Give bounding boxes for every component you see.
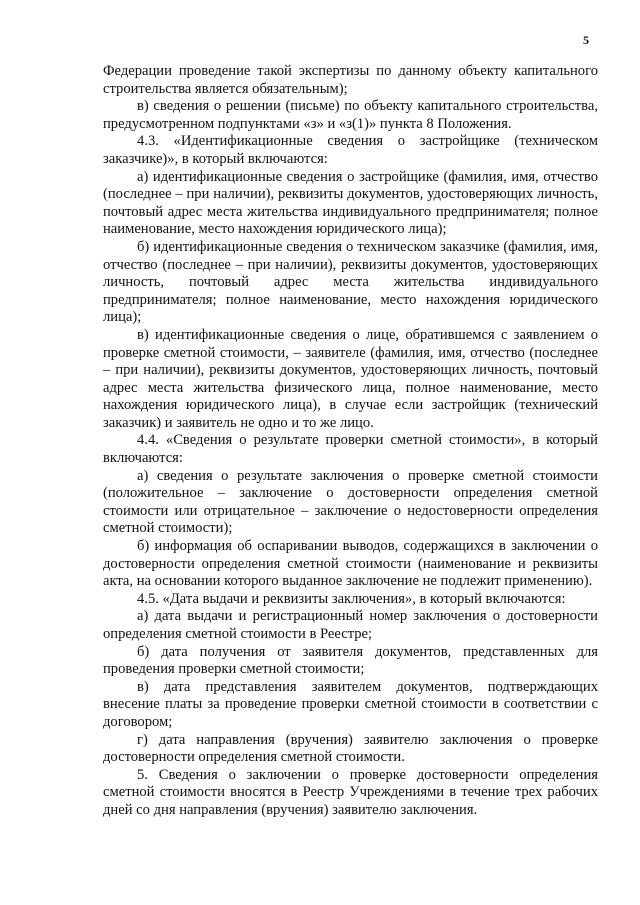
paragraph: 5. Сведения о заключении о проверке достоверности определения сметной стоимости вносятся в Реестр Учреждениями в течение трех рабочих дней со дня направления (вручения) заявителю заключения. <box>103 766 598 818</box>
page-number: 5 <box>583 33 589 47</box>
paragraph: а) сведения о результате заключения о проверке сметной стоимости (положительное – заключение о достоверности определения сметной стоимости или отрицательное – заключение о недостоверности определения сметной стоимости); <box>103 467 598 537</box>
paragraph: в) сведения о решении (письме) по объекту капитального строительства, предусмотренном подпунктами «з» и «з(1)» пункта 8 Положения. <box>103 98 598 132</box>
paragraph: а) идентификационные сведения о застройщике (фамилия, имя, отчество (последнее – при наличии), реквизиты документов, удостоверяющих личность, почтовый адрес места жительства индивидуального предпринимателя; полное наименование, место нахождения юридического лица); <box>103 168 598 238</box>
paragraph: г) дата направления (вручения) заявителю заключения о проверке достоверности определения сметной стоимости. <box>103 731 598 766</box>
paragraph: б) идентификационные сведения о техническом заказчике (фамилия, имя, отчество (последнее – при наличии), реквизиты документов, удостоверяющих личность, почтовый адрес места жительства индивидуального предпринимателя; полное наименование, место нахождения юридического лица); <box>103 238 598 326</box>
paragraph: Федерации проведение такой экспертизы по данному объекту капитального строительства является обязательным); <box>103 63 598 97</box>
paragraph: 4.4. «Сведения о результате проверки сметной стоимости», в который включаются: <box>103 432 598 467</box>
paragraph: в) идентификационные сведения о лице, обратившемся с заявлением о проверке сметной стоимости, – заявителе (фамилия, имя, отчество (последнее – при наличии), реквизиты документов, удостоверяющих личность, почтовый адрес места жительства физического лица, полное наименование, место нахождения юридического лица), в случае если застройщик (технический заказчик) и заявитель не одно и то же лицо. <box>103 326 598 431</box>
paragraph: в) дата представления заявителем документов, подтверждающих внесение платы за проведение проверки сметной стоимости в соответствии с договором; <box>103 678 598 730</box>
paragraph: 4.5. «Дата выдачи и реквизиты заключения», в который включаются: <box>137 590 566 607</box>
paragraph: б) информация об оспаривании выводов, содержащихся в заключении о достоверности определения сметной стоимости (наименование и реквизиты акта, на основании которого выданное заключение не подлежит применению). <box>103 538 598 590</box>
document-body <box>103 63 598 820</box>
paragraph: б) дата получения от заявителя документов, представленных для проведения проверки сметной стоимости; <box>103 643 598 678</box>
paragraph: 4.3. «Идентификационные сведения о застройщике (техническом заказчике)», в который включаются: <box>103 133 598 167</box>
paragraph: а) дата выдачи и регистрационный номер заключения о достоверности определения сметной стоимости в Реестре; <box>103 608 598 642</box>
